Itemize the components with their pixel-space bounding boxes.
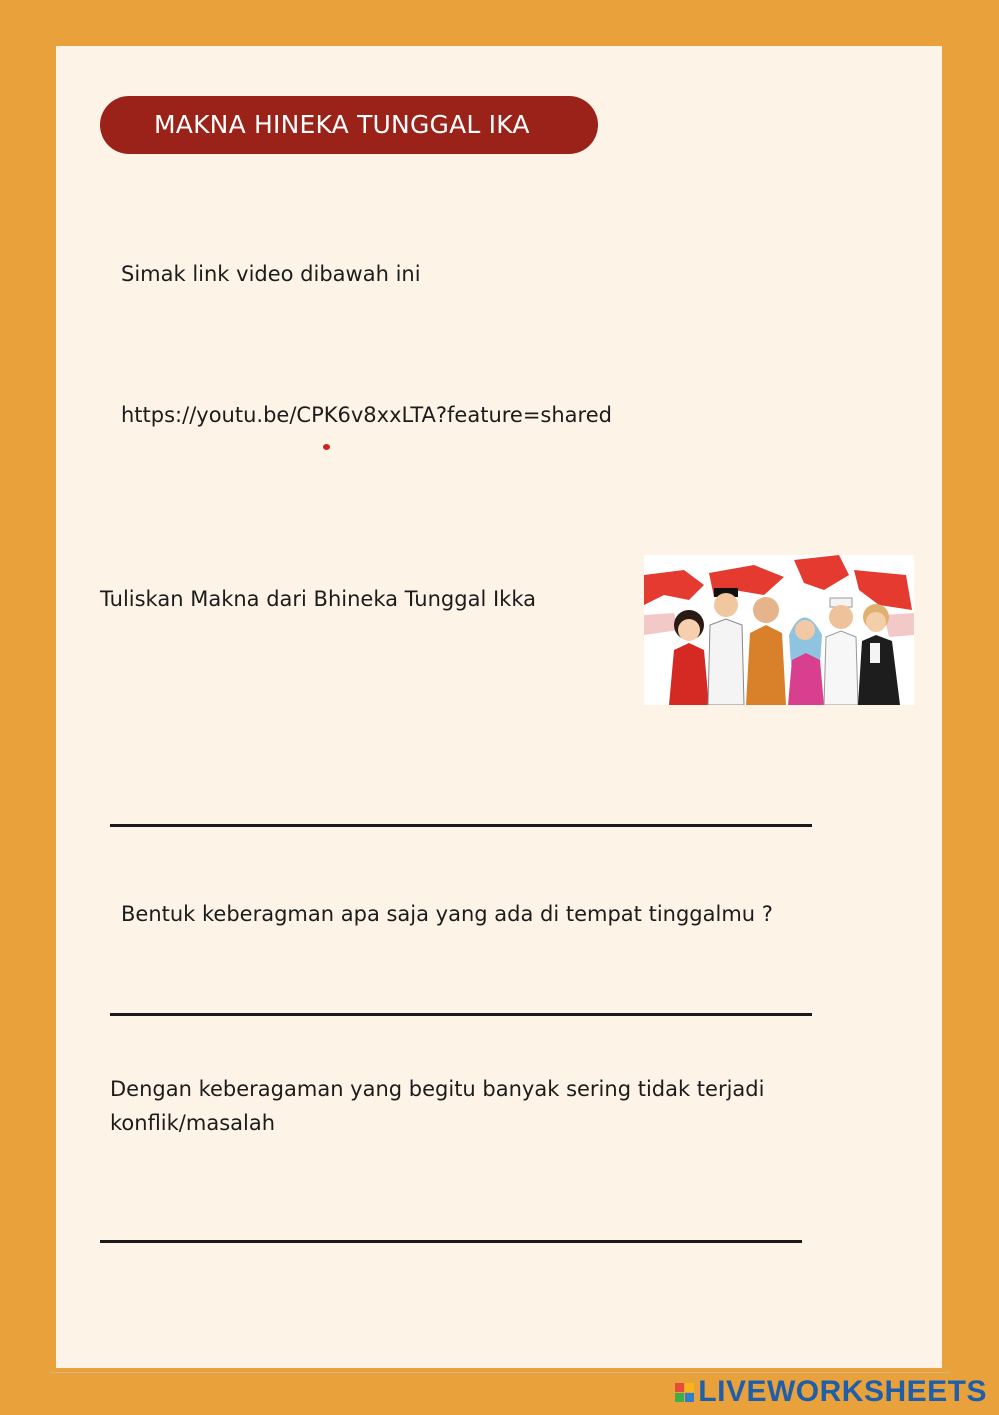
- video-link[interactable]: https://youtu.be/CPK6v8xxLTA?feature=shared: [121, 403, 612, 427]
- liveworksheets-brand: [675, 1374, 987, 1410]
- diverse-people-illustration-icon: [644, 555, 914, 705]
- answer-line-1[interactable]: [110, 824, 812, 827]
- brand-name: LIVEWORKSHEETS: [698, 1375, 987, 1408]
- footer-divider: [50, 1372, 950, 1373]
- answer-line-3[interactable]: [100, 1240, 802, 1243]
- worksheet-page: [56, 46, 942, 1368]
- instruction-text: Simak link video dibawah ini: [121, 262, 421, 286]
- worksheet-title: MAKNA HINEKA TUNGGAL IKA: [100, 96, 598, 154]
- diversity-illustration: [644, 555, 914, 705]
- red-mark: [323, 444, 330, 450]
- question-1: Tuliskan Makna dari Bhineka Tunggal Ikka: [100, 587, 536, 611]
- question-3-line-2: konflik/masalah: [110, 1111, 276, 1135]
- liveworksheets-logo-icon: [675, 1383, 694, 1402]
- question-3-line-1: Dengan keberagaman yang begitu banyak sering tidak terjadi: [110, 1077, 765, 1101]
- question-2: Bentuk keberagman apa saja yang ada di tempat tinggalmu ?: [121, 902, 773, 926]
- answer-line-2[interactable]: [110, 1013, 812, 1016]
